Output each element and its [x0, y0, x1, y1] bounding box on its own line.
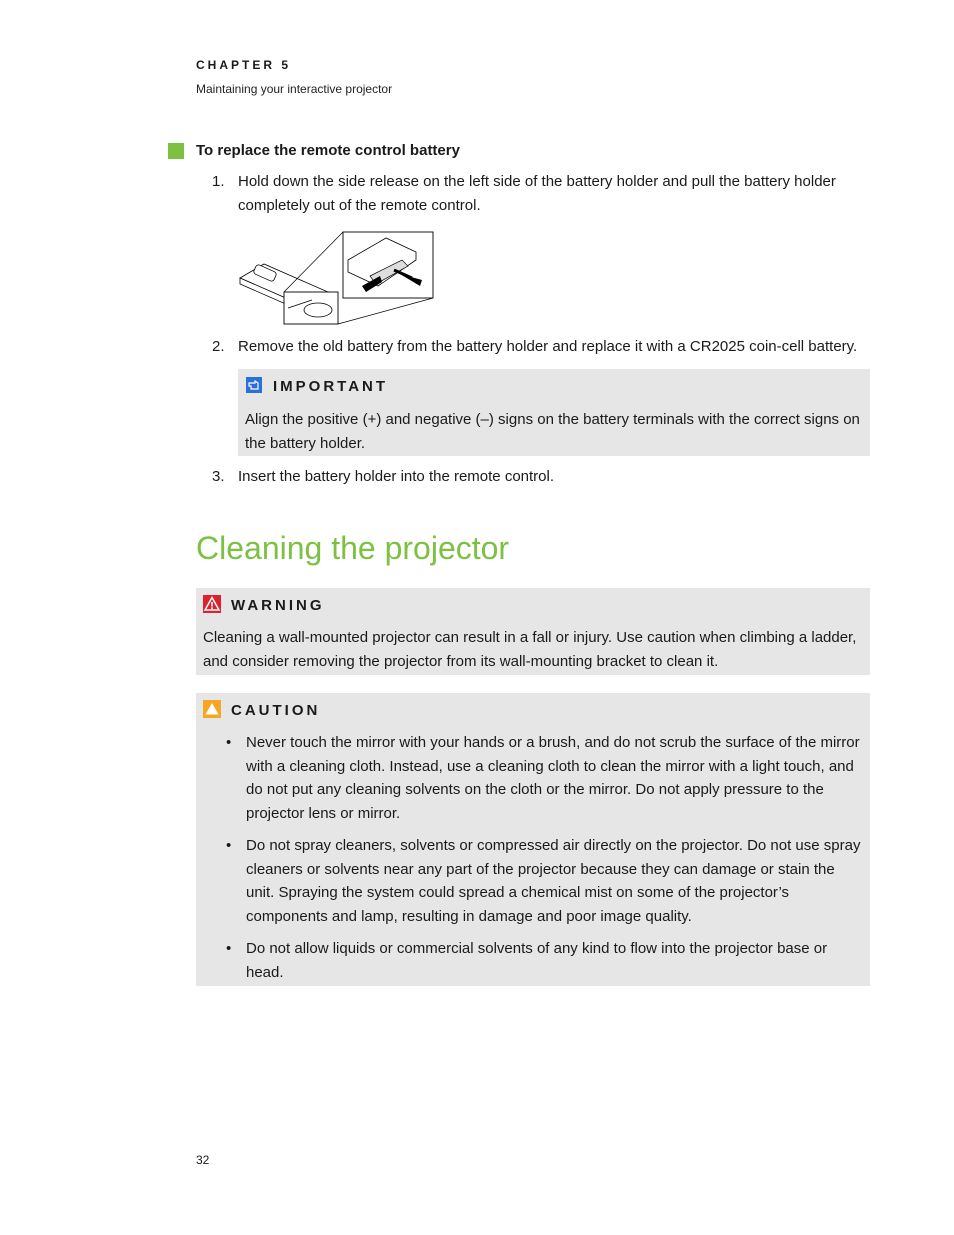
step-number: 3.	[212, 468, 225, 485]
bullet-icon: •	[226, 837, 232, 854]
caution-icon	[203, 700, 221, 718]
remote-battery-illustration	[236, 230, 436, 326]
step-number: 1.	[212, 173, 225, 190]
page-number: 32	[196, 1153, 210, 1167]
bullet-icon: •	[226, 940, 232, 957]
important-label: IMPORTANT	[273, 378, 389, 395]
bullet-icon: •	[226, 734, 232, 751]
section-title: Cleaning the projector	[196, 530, 510, 566]
step-text: Insert the battery holder into the remote control.	[238, 468, 555, 485]
warning-label: WARNING	[231, 597, 325, 614]
step-text: Hold down the side release on the left side of the battery holder and pull the battery holder completely out of the remote control.	[238, 173, 836, 214]
caution-item-text: Do not allow liquids or commercial solvents of any kind to flow into the projector base or head.	[246, 940, 828, 981]
procedure-marker-icon	[168, 143, 184, 159]
pointing-hand-icon	[246, 377, 262, 393]
chapter-subtitle: Maintaining your interactive projector	[196, 82, 393, 96]
important-box	[238, 369, 870, 456]
important-text: Align the positive (+) and negative (–) signs on the battery terminals with the correct signs on the battery holder.	[245, 411, 860, 452]
step-number: 2.	[212, 338, 225, 355]
step-text: Remove the old battery from the battery holder and replace it with a CR2025 coin-cell battery.	[238, 338, 858, 355]
warning-text: Cleaning a wall-mounted projector can result in a fall or injury. Use caution when climbing a ladder, and consider removing the projector from its wall-mounting bracket to clean it.	[203, 629, 857, 670]
caution-label: CAUTION	[231, 702, 321, 719]
caution-item-text: Do not spray cleaners, solvents or compressed air directly on the projector. Do not use spray cleaners or solvents near any part of the projector because they can damage or stain the unit. Spraying the system could spread a chemical mist on some of the projector’s components and lamp, resulting in damage and poor image quality.	[246, 837, 861, 925]
warning-box	[196, 588, 870, 675]
warning-icon	[203, 595, 221, 613]
chapter-label: CHAPTER 5	[196, 58, 292, 72]
procedure-title: To replace the remote control battery	[196, 142, 460, 159]
caution-item-text: Never touch the mirror with your hands or a brush, and do not scrub the surface of the mirror with a cleaning cloth. Instead, use a cleaning cloth to clean the mirror with a light touch, and do not put any cleaning solvents on the cloth or the mirror. Do not apply pressure to the projector lens or mirror.	[246, 734, 860, 822]
